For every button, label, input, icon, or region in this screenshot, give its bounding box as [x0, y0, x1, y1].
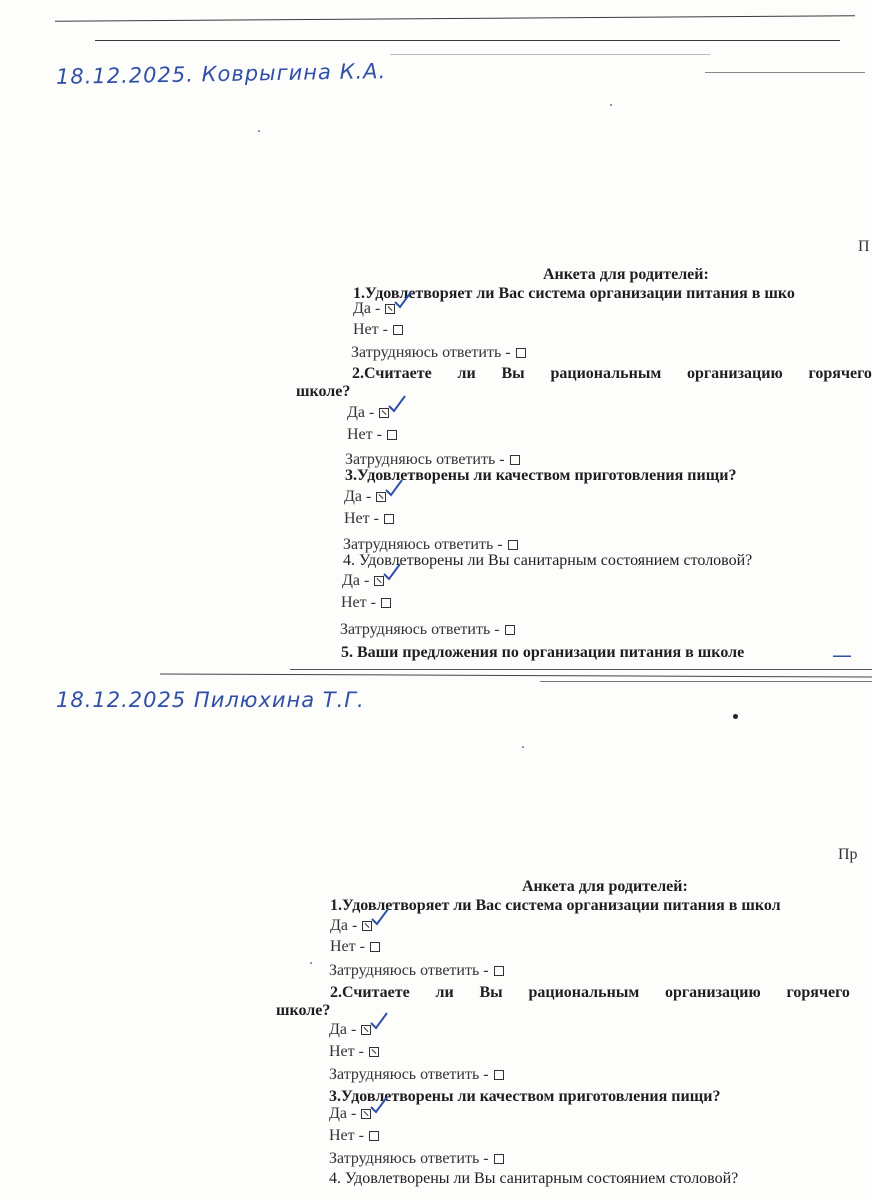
checkbox — [508, 540, 518, 550]
q2-word: организацию — [665, 984, 761, 1001]
answer-no — [329, 1127, 379, 1145]
answer-yes — [342, 572, 384, 590]
q2-word: ли — [457, 365, 476, 382]
question-2-continued: школе? — [296, 383, 351, 400]
yes-label: Да - — [329, 1021, 357, 1038]
unsure-label: Затрудняюсь ответить - — [345, 451, 505, 468]
question-5: 5. Ваши предложения по организации питания в школе — [341, 644, 745, 661]
answer-yes — [329, 1105, 371, 1123]
question-2 — [330, 984, 850, 1002]
scan-speck — [610, 104, 612, 106]
top-rule — [95, 40, 840, 41]
separator-line — [160, 673, 872, 677]
no-label: Нет - — [344, 510, 379, 527]
scan-speck — [258, 130, 260, 132]
faint-rule — [705, 72, 865, 73]
handwritten-dash: — — [832, 643, 853, 667]
answer-no — [341, 594, 391, 612]
answer-yes — [330, 917, 372, 935]
handwritten-signature-date-2: 18.12.2025 Пилюхина Т.Г. — [56, 688, 365, 712]
scan-speck — [733, 714, 738, 719]
checkbox — [494, 966, 504, 976]
answer-unsure — [329, 1066, 504, 1084]
unsure-label: Затрудняюсь ответить - — [340, 621, 500, 638]
checkbox — [370, 942, 380, 952]
separator-line — [540, 681, 872, 682]
yes-label: Да - — [330, 917, 358, 934]
scan-speck — [522, 746, 524, 748]
no-label: Нет - — [341, 594, 376, 611]
handwritten-check-icon — [384, 478, 404, 498]
answer-no — [353, 321, 403, 339]
unsure-label: Затрудняюсь ответить - — [329, 1066, 489, 1083]
form-title: Анкета для родителей: — [522, 878, 688, 895]
answer-yes — [347, 404, 389, 422]
question-4: 4. Удовлетворены ли Вы санитарным состоянием столовой? — [329, 1170, 739, 1187]
q2-word: Вы — [479, 984, 503, 1001]
q2-word: рациональным — [550, 365, 662, 382]
no-label: Нет - — [329, 1043, 364, 1060]
handwritten-check-icon — [369, 1011, 389, 1031]
question-4: 4. Удовлетворены ли Вы санитарным состоянием столовой? — [343, 552, 753, 569]
handwritten-signature-date-1: 18.12.2025. Коврыгина К.А. — [55, 59, 387, 89]
answer-yes — [329, 1021, 371, 1039]
no-label: Нет - — [329, 1127, 364, 1144]
answer-unsure — [340, 621, 515, 639]
question-1: 1.Удовлетворяет ли Вас система организации питания в шко — [353, 285, 795, 302]
faint-rule — [390, 54, 710, 55]
checkbox — [384, 514, 394, 524]
corner-text: П — [858, 238, 870, 255]
question-3: 3.Удовлетворены ли качеством приготовления пищи? — [329, 1088, 721, 1105]
yes-label: Да - — [347, 404, 375, 421]
no-label: Нет - — [353, 321, 388, 338]
q2-word: горячего — [808, 365, 872, 382]
q2-word: 2.Считаете — [330, 984, 410, 1001]
answer-no — [344, 510, 394, 528]
question-2 — [352, 365, 872, 383]
form-title: Анкета для родителей: — [543, 266, 709, 283]
handwritten-check-icon — [393, 290, 413, 310]
unsure-label: Затрудняюсь ответить - — [329, 962, 489, 979]
answer-yes — [353, 300, 395, 318]
handwritten-check-icon — [370, 907, 390, 927]
handwritten-check-icon — [369, 1095, 389, 1115]
q2-word: горячего — [786, 984, 850, 1001]
separator-line — [290, 669, 872, 670]
checkbox — [510, 455, 520, 465]
no-label: Нет - — [347, 426, 382, 443]
q2-word: Вы — [501, 365, 525, 382]
handwritten-check-icon — [387, 394, 407, 414]
question-3: 3.Удовлетворены ли качеством приготовления пищи? — [345, 467, 737, 484]
yes-label: Да - — [353, 300, 381, 317]
answer-no — [347, 426, 397, 444]
top-scan-line — [55, 15, 855, 22]
checkbox — [516, 348, 526, 358]
q2-word: ли — [435, 984, 454, 1001]
scan-speck — [310, 962, 312, 964]
checkbox — [387, 430, 397, 440]
question-1: 1.Удовлетворяет ли Вас система организации питания в школ — [330, 897, 781, 914]
unsure-label: Затрудняюсь ответить - — [351, 344, 511, 361]
unsure-label: Затрудняюсь ответить - — [343, 536, 503, 553]
question-2-continued: школе? — [276, 1002, 331, 1019]
answer-unsure — [329, 1150, 504, 1168]
answer-no — [329, 1043, 379, 1061]
checkbox — [381, 598, 391, 608]
yes-label: Да - — [344, 488, 372, 505]
no-label: Нет - — [330, 938, 365, 955]
checkbox — [494, 1070, 504, 1080]
q2-word: 2.Считаете — [352, 365, 432, 382]
answer-no — [330, 938, 380, 956]
yes-label: Да - — [342, 572, 370, 589]
checkbox — [369, 1131, 379, 1141]
handwritten-check-icon — [382, 562, 402, 582]
checkbox-checked — [369, 1047, 379, 1057]
answer-unsure — [351, 344, 526, 362]
corner-text: Пр — [838, 846, 858, 863]
checkbox — [494, 1154, 504, 1164]
q2-word: рациональным — [528, 984, 640, 1001]
unsure-label: Затрудняюсь ответить - — [329, 1150, 489, 1167]
checkbox — [393, 325, 403, 335]
answer-unsure — [329, 962, 504, 980]
yes-label: Да - — [329, 1105, 357, 1122]
checkbox — [505, 625, 515, 635]
answer-yes — [344, 488, 386, 506]
q2-word: организацию — [687, 365, 783, 382]
